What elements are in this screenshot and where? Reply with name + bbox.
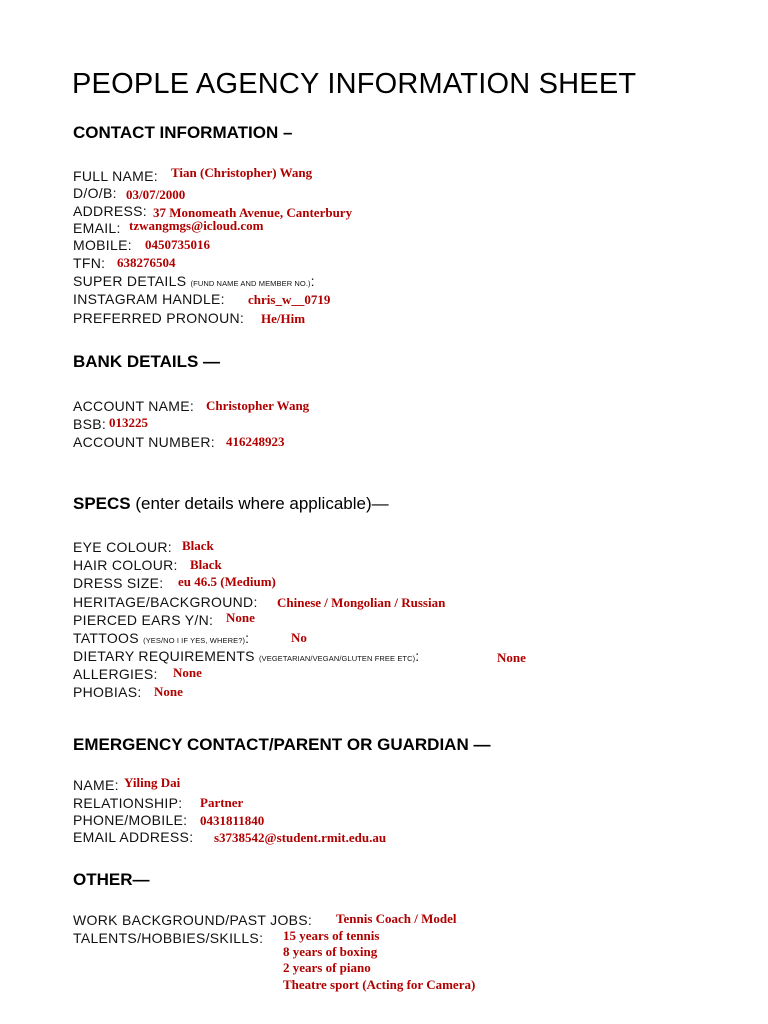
full-name-value: Tian (Christopher) Wang bbox=[171, 165, 313, 180]
account-name-value: Christopher Wang bbox=[206, 398, 310, 413]
specs-heading-title: SPECS bbox=[73, 494, 131, 513]
hair-colour-label: HAIR COLOUR: bbox=[73, 557, 178, 573]
phone-value: 0431811840 bbox=[200, 813, 265, 828]
tattoos-text: TATTOOS bbox=[73, 630, 139, 646]
emergency-email-value: s3738542@student.rmit.edu.au bbox=[214, 830, 387, 845]
tfn-label: TFN: bbox=[73, 255, 106, 271]
instagram-label: INSTAGRAM HANDLE: bbox=[73, 291, 225, 307]
relationship-label: RELATIONSHIP: bbox=[73, 795, 183, 811]
emergency-name-label: NAME: bbox=[73, 777, 119, 793]
dietary-hint: (VEGETARIAN/VEGAN/GLUTEN FREE ETC) bbox=[259, 654, 416, 663]
account-number-value: 416248923 bbox=[226, 434, 285, 449]
talent-item: 2 years of piano bbox=[283, 960, 371, 975]
dietary-text: DIETARY REQUIREMENTS bbox=[73, 648, 255, 664]
account-number-label: ACCOUNT NUMBER: bbox=[73, 434, 215, 450]
tattoos-value: No bbox=[291, 630, 307, 645]
relationship-value: Partner bbox=[200, 795, 244, 810]
dietary-colon: : bbox=[415, 648, 420, 664]
mobile-value: 0450735016 bbox=[145, 237, 210, 252]
pierced-ears-value: None bbox=[226, 610, 255, 625]
dob-label: D/O/B: bbox=[73, 185, 117, 201]
super-details-colon: : bbox=[310, 273, 315, 289]
hair-colour-value: Black bbox=[190, 557, 222, 572]
other-heading: OTHER— bbox=[73, 870, 150, 889]
super-details-text: SUPER DETAILS bbox=[73, 273, 187, 289]
dob-value: 03/07/2000 bbox=[126, 187, 186, 202]
specs-heading-note: (enter details where applicable)— bbox=[135, 494, 389, 513]
talents-label: TALENTS/HOBBIES/SKILLS: bbox=[73, 930, 264, 946]
work-background-label: WORK BACKGROUND/PAST JOBS: bbox=[73, 912, 313, 928]
contact-heading: CONTACT INFORMATION – bbox=[73, 123, 293, 142]
emergency-name-value: Yiling Dai bbox=[124, 775, 181, 790]
pronoun-value: He/Him bbox=[261, 311, 306, 326]
emergency-heading: EMERGENCY CONTACT/PARENT OR GUARDIAN — bbox=[73, 735, 491, 754]
mobile-label: MOBILE: bbox=[73, 237, 132, 253]
phobias-value: None bbox=[154, 684, 183, 699]
tattoos-hint: (YES/NO I IF YES, WHERE?) bbox=[143, 636, 246, 645]
page-title: PEOPLE AGENCY INFORMATION SHEET bbox=[72, 68, 637, 100]
dietary-value: None bbox=[497, 650, 526, 665]
phobias-label: PHOBIAS: bbox=[73, 684, 142, 700]
super-details-hint: (FUND NAME AND MEMBER NO.) bbox=[190, 279, 311, 288]
phone-label: PHONE/MOBILE: bbox=[73, 812, 188, 828]
talent-item: 8 years of boxing bbox=[283, 944, 378, 959]
allergies-value: None bbox=[173, 665, 202, 680]
work-background-value: Tennis Coach / Model bbox=[336, 911, 457, 926]
account-name-label: ACCOUNT NAME: bbox=[73, 398, 195, 414]
eye-colour-label: EYE COLOUR: bbox=[73, 539, 172, 555]
pierced-ears-label: PIERCED EARS Y/N: bbox=[73, 612, 214, 628]
super-details-label bbox=[73, 273, 315, 289]
instagram-value: chris_w__0719 bbox=[248, 292, 331, 307]
email-label: EMAIL: bbox=[73, 220, 121, 236]
talent-item: 15 years of tennis bbox=[283, 928, 380, 943]
dietary-label bbox=[73, 648, 419, 664]
eye-colour-value: Black bbox=[182, 538, 214, 553]
dress-size-value: eu 46.5 (Medium) bbox=[178, 574, 276, 589]
bsb-label: BSB: bbox=[73, 416, 107, 432]
tattoos-label bbox=[73, 630, 249, 646]
email-value: tzwangmgs@icloud.com bbox=[129, 218, 264, 233]
heritage-label: HERITAGE/BACKGROUND: bbox=[73, 594, 258, 610]
tattoos-colon: : bbox=[245, 630, 250, 646]
tfn-value: 638276504 bbox=[117, 255, 176, 270]
heritage-value: Chinese / Mongolian / Russian bbox=[277, 595, 446, 610]
talent-item: Theatre sport (Acting for Camera) bbox=[283, 977, 476, 992]
address-label: ADDRESS: bbox=[73, 203, 147, 219]
bsb-value: 013225 bbox=[109, 415, 148, 430]
bank-heading: BANK DETAILS — bbox=[73, 352, 221, 371]
emergency-email-label: EMAIL ADDRESS: bbox=[73, 829, 194, 845]
full-name-label: FULL NAME: bbox=[73, 168, 158, 184]
allergies-label: ALLERGIES: bbox=[73, 666, 158, 682]
specs-heading bbox=[73, 494, 389, 514]
address-value: 37 Monomeath Avenue, Canterbury bbox=[153, 205, 353, 220]
pronoun-label: PREFERRED PRONOUN: bbox=[73, 310, 245, 326]
dress-size-label: DRESS SIZE: bbox=[73, 575, 164, 591]
